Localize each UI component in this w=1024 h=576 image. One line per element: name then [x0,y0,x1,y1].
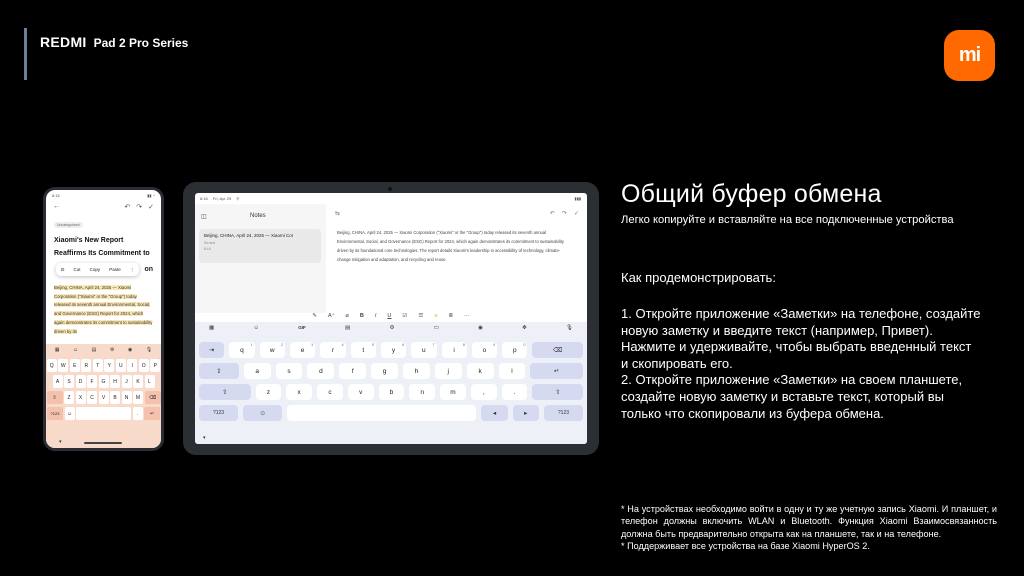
feature-subtitle: Легко копируйте и вставляйте на все подключенные устройства [621,214,954,226]
key[interactable]: J [122,375,132,388]
phone-note-toolbar [46,201,161,213]
key[interactable]: A [53,375,63,388]
more-icon[interactable]: ⋮ [129,266,135,272]
emoji-icon[interactable]: ☺ [65,407,75,420]
footnote-line-2: * Поддерживает все устройства на базе Xiaomi HyperOS 2. [621,541,870,552]
backspace-icon[interactable]: ⌫ [532,342,583,358]
text-size-icon[interactable]: A⁺ [328,312,335,319]
key[interactable]: H [110,375,120,388]
demo-heading: Как продемонстрировать: [621,270,776,285]
underline-icon[interactable]: U [387,312,392,319]
palette-icon[interactable]: ◉ [127,347,133,353]
clipboard-icon[interactable]: ▤ [345,325,351,331]
mi-logo-text: mi [958,44,981,66]
phone-keyboard-toolbar [46,344,161,356]
key[interactable]: G [99,375,109,388]
tablet-status-bar [200,196,239,201]
key[interactable]: U [116,359,126,372]
shift-icon[interactable]: ⇧ [199,384,251,400]
align-icon[interactable]: ≡ [434,312,438,319]
phone-time: 8:16 [52,193,60,198]
key[interactable]: t 5 [351,342,376,358]
indent-icon[interactable]: ≣ [448,312,454,319]
note-item-subtitle: No text [204,241,216,245]
key[interactable]: c [317,384,343,400]
note-item-title: Beijing, CHINA, April 24, 2025 — Xiaomi Cor [204,233,294,238]
space-key[interactable] [76,407,131,420]
tablet-kb-row-1 [195,342,587,358]
editor-actions [550,210,579,217]
share-icon[interactable]: ⇆ [335,211,341,217]
mic-icon[interactable]: 🎙 [145,347,153,353]
hide-keyboard-icon[interactable]: ▾ [59,439,62,445]
footnote [621,503,997,553]
symbols-key[interactable]: ?123 [47,407,63,420]
shift-icon[interactable]: ⇧ [47,391,63,404]
key[interactable]: p 0 [502,342,527,358]
phone-status-icons: ▮▮ ◔ [147,193,155,198]
key[interactable]: B [110,391,120,404]
phone-kb-row-4 [46,407,161,420]
brand-series: Pad 2 Pro Series [93,36,189,50]
key[interactable]: O [139,359,149,372]
apps-grid-icon[interactable]: ▦ [209,325,215,331]
key[interactable]: n [409,384,435,400]
location-icon: ⚲ [236,196,240,201]
sticker-icon[interactable]: ☺ [253,325,260,331]
popup-copy[interactable]: Copy [89,267,101,272]
popup-paste[interactable]: Paste [109,267,121,272]
key[interactable]: k [467,363,494,379]
image-icon[interactable]: ▭ [433,325,439,331]
enter-icon[interactable]: ↵ [144,407,160,420]
key[interactable]: e 3 [290,342,315,358]
demo-step-2: 2. Откройте приложение «Заметки» на своем планшете, создайте новую заметку и вставьте текст, который вы только что скопировали из буфера обмена. [621,372,963,421]
key[interactable]: o 9 [472,342,497,358]
highlight-icon[interactable]: ⌀ [345,312,349,319]
italic-icon[interactable]: I [374,312,377,319]
key[interactable]: x [286,384,312,400]
gear-icon[interactable]: ⚙ [389,325,395,331]
enter-icon[interactable]: ↵ [530,363,583,379]
tablet-kb-row-2 [195,363,587,379]
note-list-item[interactable] [199,229,321,263]
key[interactable]: h [403,363,430,379]
notes-label: Notes [250,213,266,219]
notes-sidebar [195,204,326,313]
phone-kb-row-1 [46,359,161,372]
key[interactable]: l [499,363,526,379]
pen-icon[interactable]: ✎ [312,312,317,319]
phone-category-tag[interactable]: Uncategorized [54,222,83,228]
key[interactable]: R [81,359,91,372]
phone-title-tail: on [144,266,153,273]
tablet-device [183,182,599,455]
footnote-line-1: * На устройствах необходимо войти в одну и ту же учетную запись Xiaomi. И планшет, и телефон должны включить WLAN и Bluetooth. Функция Xiaomi Взаимосвязанность должна быть предварительно открыта как на планшете, так и на телефоне. [621,504,997,539]
phone-note-title [46,231,161,260]
key[interactable]: , [471,384,497,400]
back-arrow-icon[interactable]: ← [53,203,60,210]
gear-icon[interactable]: ⚙ [109,347,115,353]
popup-cut[interactable]: Cut [73,267,81,272]
demo-steps [621,306,981,422]
key[interactable]: Q [47,359,57,372]
key[interactable]: j [435,363,462,379]
key[interactable]: C [87,391,97,404]
phone-selected-text: Beijing, CHINA, April 24, 2025 — Xiaomi Corporation ("Xiaomi" or the "Group") today released its seventh annual Environmental, Social, and Governance (ESG) Report for 2024, which again demonstrates its commitment to sustainability driven by its [54,285,153,334]
brand-header [40,34,188,50]
brand-accent-bar [24,28,27,80]
key[interactable]: w 2 [260,342,285,358]
key[interactable]: f [339,363,366,379]
format-toolbar [195,309,587,322]
note-item-date: 8:16 [204,247,211,251]
phone-keyboard [46,344,161,448]
symbols-key[interactable]: ?123 [199,405,238,421]
tab-key-icon[interactable]: ⇥ [199,342,224,358]
list-icon[interactable]: ☰ [418,312,424,319]
key[interactable]: F [87,375,97,388]
mi-logo [944,30,995,81]
key[interactable]: d [307,363,334,379]
key[interactable]: q 1 [229,342,254,358]
arrow-left-icon[interactable]: ◂ [481,405,507,421]
clipboard-icon[interactable]: ▤ [91,347,97,353]
bold-icon[interactable]: B [359,312,364,319]
undo-icon[interactable]: ↶ [124,204,131,211]
redo-icon[interactable]: ↷ [561,211,567,217]
phone-nav-bar [46,436,161,448]
phone-status-bar [46,190,161,201]
key[interactable]: W [58,359,68,372]
key[interactable]: r 4 [320,342,345,358]
tablet-time: 8:16 [200,196,208,201]
feature-title: Общий буфер обмена [621,180,882,208]
hide-keyboard-icon[interactable]: ▾ [203,435,206,441]
key[interactable]: Y [104,359,114,372]
key[interactable]: z [256,384,282,400]
key[interactable]: s [276,363,303,379]
key[interactable]: g [371,363,398,379]
tablet-screen [195,193,587,444]
select-all-icon[interactable]: ⊡ [60,266,65,272]
phone-device [43,187,164,451]
undo-icon[interactable]: ↶ [549,211,555,217]
checkbox-icon[interactable]: ☑ [402,312,408,319]
arrow-right-icon[interactable]: ▸ [513,405,539,421]
tablet-kb-row-3 [195,384,587,400]
key[interactable]: v [348,384,374,400]
key[interactable]: . [502,384,528,400]
emoji-icon[interactable]: ☺ [243,405,282,421]
tablet-note-body[interactable]: Beijing, CHINA, April 24, 2025 — Xiaomi Corporation ("Xiaomi" or the "Group") today released its seventh annual Environmental, Social, and Governance (ESG) Report for 2024, which again demonstrates its commitment to sustainability driven by its foundational core technologies. The report details Xiaomi's leadership in accessibility of technology, climate-change mitigation and adaptation, and recycling and reuse. [337,230,564,262]
key[interactable]: P [150,359,160,372]
phone-note-title-text: Xiaomi's New Report Reaffirms Its Commitment to [54,237,150,257]
tablet-status-icons: ▮▮▮ [574,196,581,201]
key[interactable]: u 7 [411,342,436,358]
tablet-kb-row-4 [195,405,587,421]
apps-grid-icon[interactable]: ▦ [54,347,60,353]
period-key[interactable]: . [133,407,143,420]
tablet-camera [388,187,392,191]
redo-icon[interactable]: ↷ [136,204,143,211]
key[interactable]: i 8 [442,342,467,358]
more-format-icon[interactable]: ⋯ [464,312,470,319]
gif-button[interactable]: GIF [298,325,306,330]
key[interactable]: a [244,363,271,379]
key[interactable]: I [127,359,137,372]
phone-kb-row-2 [46,375,161,388]
phone-note-body[interactable] [54,284,154,336]
demo-step-1: 1. Откройте приложение «Заметки» на телефоне, создайте новую заметку и введите текст (например, Привет). Нажмите и удерживайте, чтобы выбрать введенный текст и скопировать его. [621,306,981,371]
key[interactable]: M [133,391,143,404]
tablet-date: Fri, Apr 25 [212,196,232,201]
phone-screen [46,190,161,448]
tablet-keyboard [195,322,587,444]
key[interactable]: b [379,384,405,400]
check-icon[interactable]: ✓ [573,211,579,217]
backspace-icon[interactable]: ⌫ [145,391,161,404]
key[interactable]: Z [64,391,74,404]
key[interactable]: y 6 [381,342,406,358]
key[interactable]: D [76,375,86,388]
home-indicator[interactable] [84,442,122,444]
key[interactable]: N [122,391,132,404]
phone-kb-row-3 [46,391,161,404]
key[interactable]: K [133,375,143,388]
sticker-icon[interactable]: ☺ [73,347,79,353]
space-key[interactable] [287,405,476,421]
sidebar-toggle-icon[interactable]: ◫ [201,214,207,220]
key[interactable]: S [64,375,74,388]
shift-icon[interactable]: ⇧ [532,384,583,400]
key[interactable]: X [76,391,86,404]
caps-lock-icon[interactable]: ⇪ [199,363,239,379]
tablet-keyboard-toolbar [195,322,587,333]
mic-icon[interactable]: 🎙 [565,325,573,331]
palette-icon[interactable]: ◉ [478,325,483,331]
phone-selection-popup [56,263,153,276]
key[interactable]: T [93,359,103,372]
cursor-move-icon[interactable]: ✥ [522,325,527,331]
key[interactable]: m [440,384,466,400]
check-icon[interactable]: ✓ [148,204,154,211]
key[interactable]: V [99,391,109,404]
key[interactable]: L [145,375,155,388]
key[interactable]: E [70,359,80,372]
brand-name: REDMI [40,34,87,50]
symbols-key-right[interactable]: ?123 [544,405,583,421]
